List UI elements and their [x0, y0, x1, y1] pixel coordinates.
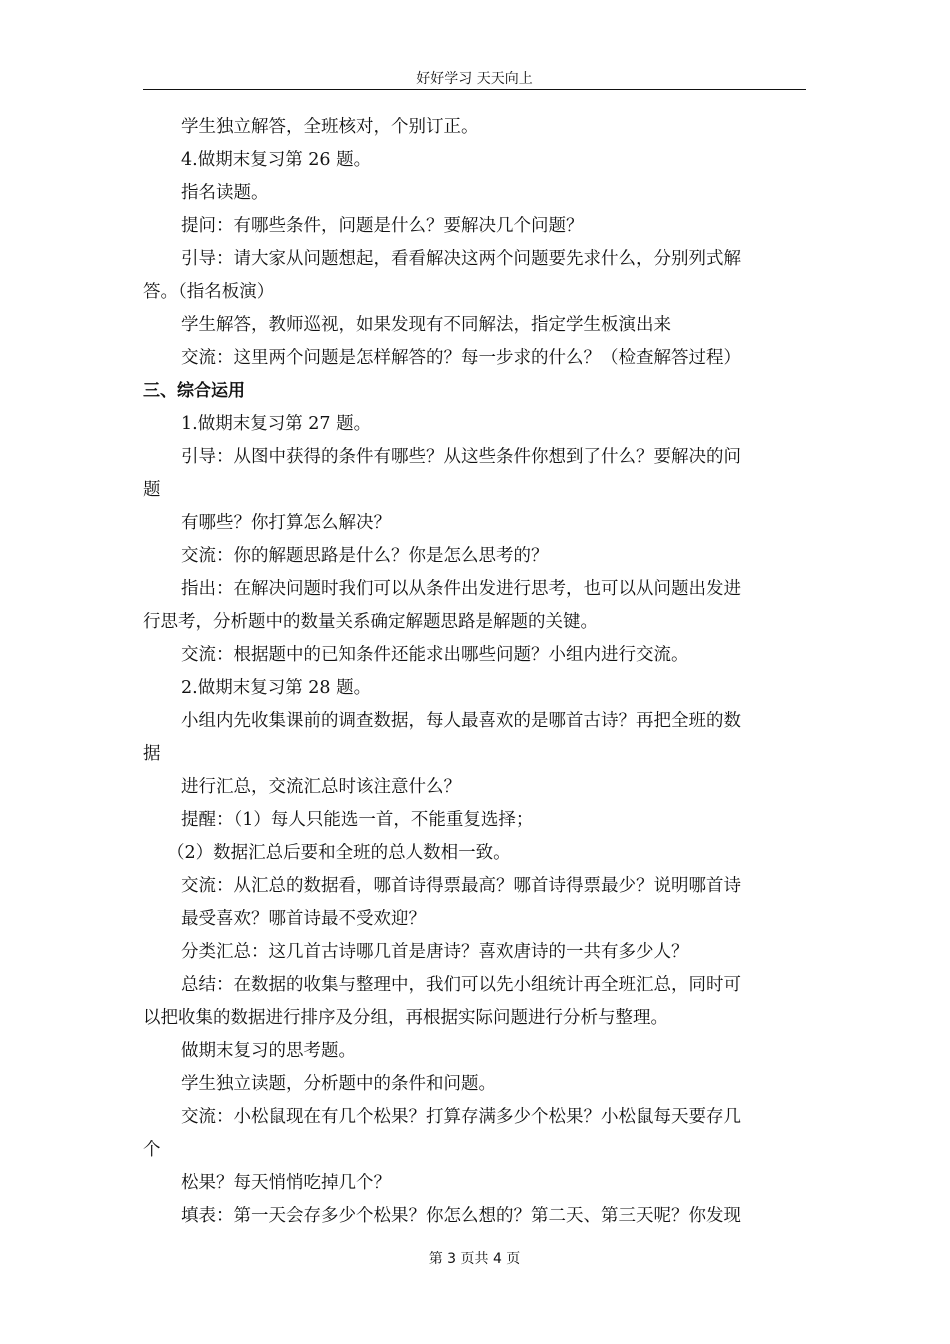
page-footer: 第 3 页共 4 页	[428, 1251, 521, 1267]
paragraph-line: 交流：这里两个问题是怎样解答的？每一步求的什么？（检查解答过程）	[181, 348, 741, 368]
paragraph-line: 指名读题。	[181, 183, 269, 203]
paragraph-line: 2.做期末复习第 28 题。	[181, 678, 372, 698]
paragraph-line: 个	[143, 1140, 161, 1160]
paragraph-line: 小组内先收集课前的调查数据，每人最喜欢的是哪首古诗？再把全班的数	[181, 711, 741, 731]
header-divider	[143, 89, 806, 90]
paragraph-line: 学生独立读题，分析题中的条件和问题。	[181, 1074, 496, 1094]
document-body	[143, 111, 806, 1233]
paragraph-line: 4.做期末复习第 26 题。	[181, 150, 372, 170]
paragraph-line: 交流：从汇总的数据看，哪首诗得票最高？哪首诗得票最少？说明哪首诗	[181, 876, 741, 896]
paragraph-line: 提问：有哪些条件，问题是什么？要解决几个问题？	[181, 216, 584, 236]
paragraph-line: 松果？每天悄悄吃掉几个？	[181, 1173, 391, 1193]
paragraph-line: 据	[143, 744, 161, 764]
paragraph-line: （2）数据汇总后要和全班的总人数相一致。	[167, 843, 511, 863]
paragraph-line: 有哪些？你打算怎么解决？	[181, 513, 391, 533]
paragraph-line: 交流：小松鼠现在有几个松果？打算存满多少个松果？小松鼠每天要存几	[181, 1107, 741, 1127]
paragraph-line: 答。（指名板演）	[143, 282, 275, 302]
paragraph-line: 分类汇总：这几首古诗哪几首是唐诗？喜欢唐诗的一共有多少人？	[181, 942, 689, 962]
paragraph-line: 学生独立解答，全班核对，个别订正。	[181, 117, 479, 137]
section-heading: 三、综合运用	[143, 381, 245, 401]
paragraph-line: 行思考，分析题中的数量关系确定解题思路是解题的关键。	[143, 612, 598, 632]
paragraph-line: 进行汇总，交流汇总时该注意什么？	[181, 777, 461, 797]
paragraph-line: 引导：请大家从问题想起，看看解决这两个问题要先求什么，分别列式解	[181, 249, 741, 269]
paragraph-line: 题	[143, 480, 161, 500]
paragraph-line: 学生解答，教师巡视，如果发现有不同解法，指定学生板演出来	[181, 315, 671, 335]
paragraph-line: 交流：根据题中的已知条件还能求出哪些问题？小组内进行交流。	[181, 645, 689, 665]
paragraph-line: 1.做期末复习第 27 题。	[181, 414, 372, 434]
paragraph-line: 做期末复习的思考题。	[181, 1041, 356, 1061]
paragraph-line: 指出：在解决问题时我们可以从条件出发进行思考，也可以从问题出发进	[181, 579, 741, 599]
paragraph-line: 填表：第一天会存多少个松果？你怎么想的？第二天、第三天呢？你发现	[181, 1206, 741, 1226]
paragraph-line: 交流：你的解题思路是什么？你是怎么思考的？	[181, 546, 549, 566]
paragraph-line: 引导：从图中获得的条件有哪些？从这些条件你想到了什么？要解决的问	[181, 447, 741, 467]
paragraph-line: 最受喜欢？哪首诗最不受欢迎？	[181, 909, 426, 929]
page-header: 好好学习 天天向上	[416, 71, 533, 87]
paragraph-line: 以把收集的数据进行排序及分组，再根据实际问题进行分析与整理。	[143, 1008, 668, 1028]
paragraph-line: 总结：在数据的收集与整理中，我们可以先小组统计再全班汇总，同时可	[181, 975, 741, 995]
paragraph-line: 提醒：（1）每人只能选一首，不能重复选择；	[181, 810, 534, 830]
